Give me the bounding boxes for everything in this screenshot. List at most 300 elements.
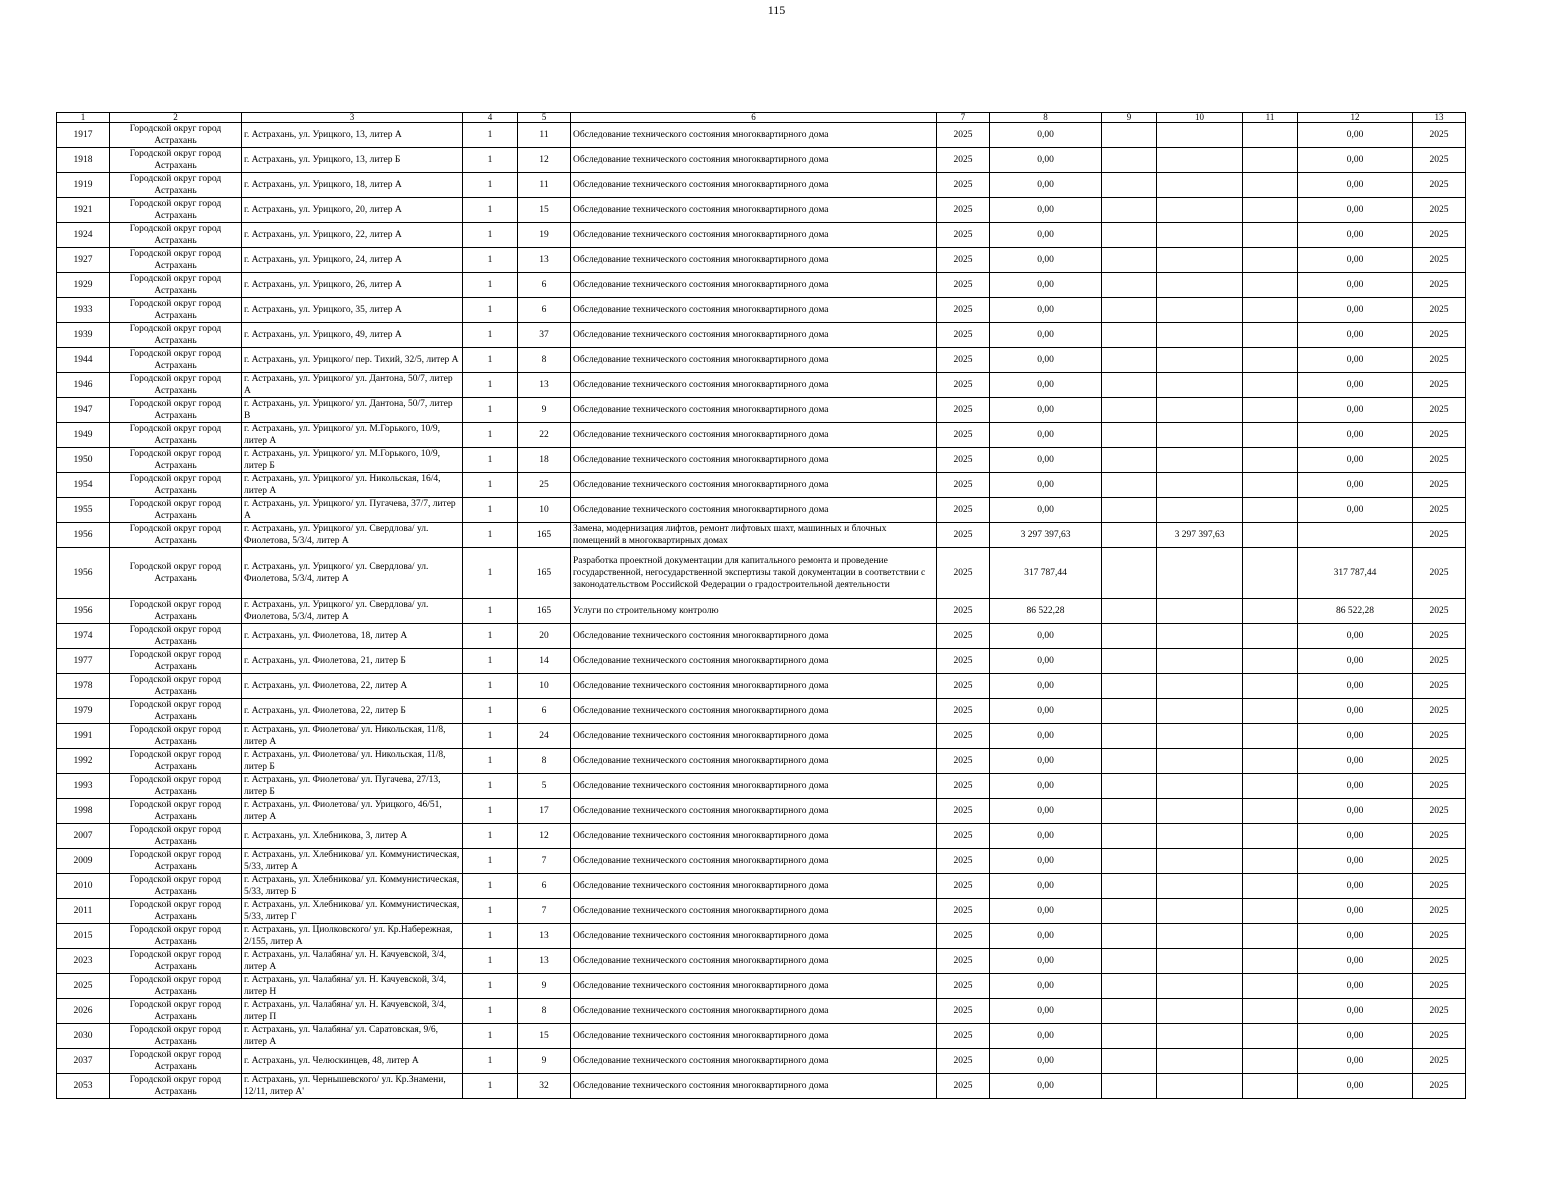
col10-amount-cell xyxy=(1157,599,1243,624)
col8-amount-cell: 0,00 xyxy=(990,899,1102,924)
col12-amount-cell: 0,00 xyxy=(1298,473,1413,498)
col8-amount-cell: 0,00 xyxy=(990,749,1102,774)
col7-year-cell: 2025 xyxy=(937,1074,990,1099)
col10-amount-cell xyxy=(1157,223,1243,248)
col11-cell xyxy=(1243,148,1298,173)
col7-year-cell: 2025 xyxy=(937,674,990,699)
work-type-cell: Обследование технического состояния многоквартирного дома xyxy=(571,498,937,523)
address-cell: г. Астрахань, ул. Урицкого, 13, литер А xyxy=(242,123,463,148)
work-type-cell: Обследование технического состояния многоквартирного дома xyxy=(571,298,937,323)
col4-cell: 1 xyxy=(463,674,518,699)
col5-cell: 10 xyxy=(518,674,571,699)
address-cell: г. Астрахань, ул. Чернышевского/ ул. Кр.Знамени, 12/11, литер А' xyxy=(242,1074,463,1099)
col9-cell xyxy=(1102,624,1157,649)
col7-year-cell: 2025 xyxy=(937,824,990,849)
repair-program-table xyxy=(56,112,1466,1099)
col11-cell xyxy=(1243,874,1298,899)
col12-amount-cell: 0,00 xyxy=(1298,674,1413,699)
col8-amount-cell: 0,00 xyxy=(990,448,1102,473)
address-cell: г. Астрахань, ул. Урицкого, 22, литер А xyxy=(242,223,463,248)
col5-cell: 6 xyxy=(518,298,571,323)
col7-year-cell: 2025 xyxy=(937,899,990,924)
municipality-cell: Городской округ город Астрахань xyxy=(110,423,242,448)
col9-cell xyxy=(1102,999,1157,1024)
col11-cell xyxy=(1243,398,1298,423)
col11-cell xyxy=(1243,649,1298,674)
row-id-cell: 1927 xyxy=(57,248,110,273)
table-row xyxy=(57,223,1466,248)
row-id-cell: 2015 xyxy=(57,924,110,949)
col12-amount-cell: 0,00 xyxy=(1298,173,1413,198)
table-row xyxy=(57,924,1466,949)
col4-cell: 1 xyxy=(463,273,518,298)
col7-year-cell: 2025 xyxy=(937,849,990,874)
col12-amount-cell: 0,00 xyxy=(1298,1024,1413,1049)
col10-amount-cell xyxy=(1157,1074,1243,1099)
col10-amount-cell xyxy=(1157,373,1243,398)
col11-cell xyxy=(1243,924,1298,949)
table-row xyxy=(57,824,1466,849)
col13-year-cell: 2025 xyxy=(1413,849,1466,874)
col13-year-cell: 2025 xyxy=(1413,624,1466,649)
col7-year-cell: 2025 xyxy=(937,1049,990,1074)
col11-cell xyxy=(1243,949,1298,974)
col12-amount-cell: 0,00 xyxy=(1298,323,1413,348)
address-cell: г. Астрахань, ул. Чалабяна/ ул. Н. Качуевской, 3/4, литер Н xyxy=(242,974,463,999)
col12-amount-cell: 0,00 xyxy=(1298,999,1413,1024)
col5-cell: 5 xyxy=(518,774,571,799)
municipality-cell: Городской округ город Астрахань xyxy=(110,649,242,674)
col9-cell xyxy=(1102,1074,1157,1099)
col10-amount-cell xyxy=(1157,473,1243,498)
col7-year-cell: 2025 xyxy=(937,123,990,148)
municipality-cell: Городской округ город Астрахань xyxy=(110,874,242,899)
col4-cell: 1 xyxy=(463,799,518,824)
col12-amount-cell: 0,00 xyxy=(1298,373,1413,398)
col12-amount-cell: 0,00 xyxy=(1298,498,1413,523)
col9-cell xyxy=(1102,473,1157,498)
col9-cell xyxy=(1102,273,1157,298)
col9-cell xyxy=(1102,724,1157,749)
address-cell: г. Астрахань, ул. Хлебникова/ ул. Коммунистическая, 5/33, литер Б xyxy=(242,874,463,899)
col11-cell xyxy=(1243,799,1298,824)
col5-cell: 19 xyxy=(518,223,571,248)
col11-cell xyxy=(1243,248,1298,273)
work-type-cell: Замена, модернизация лифтов, ремонт лифтовых шахт, машинных и блочных помещений в многоквартирных домах xyxy=(571,523,937,548)
table-row xyxy=(57,148,1466,173)
work-type-cell: Обследование технического состояния многоквартирного дома xyxy=(571,849,937,874)
column-number: 10 xyxy=(1157,113,1243,123)
col5-cell: 37 xyxy=(518,323,571,348)
table-row xyxy=(57,198,1466,223)
col8-amount-cell: 0,00 xyxy=(990,273,1102,298)
col11-cell xyxy=(1243,348,1298,373)
col4-cell: 1 xyxy=(463,523,518,548)
col4-cell: 1 xyxy=(463,699,518,724)
col10-amount-cell: 3 297 397,63 xyxy=(1157,523,1243,548)
col9-cell xyxy=(1102,799,1157,824)
municipality-cell: Городской округ город Астрахань xyxy=(110,674,242,699)
col5-cell: 9 xyxy=(518,974,571,999)
row-id-cell: 1954 xyxy=(57,473,110,498)
col7-year-cell: 2025 xyxy=(937,799,990,824)
table-row xyxy=(57,173,1466,198)
col13-year-cell: 2025 xyxy=(1413,473,1466,498)
col11-cell xyxy=(1243,373,1298,398)
col11-cell xyxy=(1243,548,1298,599)
row-id-cell: 2037 xyxy=(57,1049,110,1074)
table-row xyxy=(57,323,1466,348)
column-number: 11 xyxy=(1243,113,1298,123)
col7-year-cell: 2025 xyxy=(937,298,990,323)
col5-cell: 15 xyxy=(518,198,571,223)
municipality-cell: Городской округ город Астрахань xyxy=(110,774,242,799)
work-type-cell: Обследование технического состояния многоквартирного дома xyxy=(571,674,937,699)
col8-amount-cell: 86 522,28 xyxy=(990,599,1102,624)
col11-cell xyxy=(1243,849,1298,874)
work-type-cell: Обследование технического состояния многоквартирного дома xyxy=(571,273,937,298)
col5-cell: 24 xyxy=(518,724,571,749)
col11-cell xyxy=(1243,1024,1298,1049)
col12-amount-cell: 0,00 xyxy=(1298,824,1413,849)
col5-cell: 6 xyxy=(518,699,571,724)
col7-year-cell: 2025 xyxy=(937,373,990,398)
col10-amount-cell xyxy=(1157,924,1243,949)
col11-cell xyxy=(1243,173,1298,198)
col13-year-cell: 2025 xyxy=(1413,774,1466,799)
work-type-cell: Обследование технического состояния многоквартирного дома xyxy=(571,824,937,849)
work-type-cell: Обследование технического состояния многоквартирного дома xyxy=(571,899,937,924)
col5-cell: 8 xyxy=(518,348,571,373)
municipality-cell: Городской округ город Астрахань xyxy=(110,999,242,1024)
row-id-cell: 1979 xyxy=(57,699,110,724)
column-number: 2 xyxy=(110,113,242,123)
col5-cell: 8 xyxy=(518,999,571,1024)
table-body xyxy=(57,113,1466,1099)
address-cell: г. Астрахань, ул. Фиолетова/ ул. Пугачева, 27/13, литер Б xyxy=(242,774,463,799)
col8-amount-cell: 0,00 xyxy=(990,473,1102,498)
col8-amount-cell: 0,00 xyxy=(990,674,1102,699)
col10-amount-cell xyxy=(1157,1024,1243,1049)
row-id-cell: 1949 xyxy=(57,423,110,448)
col11-cell xyxy=(1243,749,1298,774)
municipality-cell: Городской округ город Астрахань xyxy=(110,799,242,824)
municipality-cell: Городской округ город Астрахань xyxy=(110,173,242,198)
col13-year-cell: 2025 xyxy=(1413,1024,1466,1049)
municipality-cell: Городской округ город Астрахань xyxy=(110,273,242,298)
col10-amount-cell xyxy=(1157,548,1243,599)
table-row xyxy=(57,448,1466,473)
col13-year-cell: 2025 xyxy=(1413,423,1466,448)
col8-amount-cell: 0,00 xyxy=(990,1049,1102,1074)
col7-year-cell: 2025 xyxy=(937,774,990,799)
col10-amount-cell xyxy=(1157,273,1243,298)
col8-amount-cell: 0,00 xyxy=(990,248,1102,273)
row-id-cell: 1947 xyxy=(57,398,110,423)
col11-cell xyxy=(1243,498,1298,523)
row-id-cell: 1917 xyxy=(57,123,110,148)
col12-amount-cell: 0,00 xyxy=(1298,624,1413,649)
col4-cell: 1 xyxy=(463,899,518,924)
col10-amount-cell xyxy=(1157,298,1243,323)
col11-cell xyxy=(1243,198,1298,223)
col12-amount-cell: 0,00 xyxy=(1298,398,1413,423)
col8-amount-cell: 0,00 xyxy=(990,974,1102,999)
address-cell: г. Астрахань, ул. Урицкого/ ул. М.Горького, 10/9, литер Б xyxy=(242,448,463,473)
address-cell: г. Астрахань, ул. Урицкого, 26, литер А xyxy=(242,273,463,298)
table-row xyxy=(57,123,1466,148)
table-row xyxy=(57,749,1466,774)
col10-amount-cell xyxy=(1157,799,1243,824)
col12-amount-cell: 0,00 xyxy=(1298,1074,1413,1099)
table-row xyxy=(57,398,1466,423)
col12-amount-cell: 0,00 xyxy=(1298,924,1413,949)
col13-year-cell: 2025 xyxy=(1413,749,1466,774)
col13-year-cell: 2025 xyxy=(1413,148,1466,173)
col4-cell: 1 xyxy=(463,749,518,774)
col5-cell: 12 xyxy=(518,148,571,173)
col9-cell xyxy=(1102,123,1157,148)
col4-cell: 1 xyxy=(463,624,518,649)
col5-cell: 13 xyxy=(518,373,571,398)
municipality-cell: Городской округ город Астрахань xyxy=(110,899,242,924)
work-type-cell: Обследование технического состояния многоквартирного дома xyxy=(571,348,937,373)
col13-year-cell: 2025 xyxy=(1413,924,1466,949)
col11-cell xyxy=(1243,674,1298,699)
col13-year-cell: 2025 xyxy=(1413,674,1466,699)
col7-year-cell: 2025 xyxy=(937,273,990,298)
col9-cell xyxy=(1102,774,1157,799)
col5-cell: 165 xyxy=(518,548,571,599)
col8-amount-cell: 0,00 xyxy=(990,1074,1102,1099)
col11-cell xyxy=(1243,999,1298,1024)
col4-cell: 1 xyxy=(463,1024,518,1049)
col9-cell xyxy=(1102,649,1157,674)
col13-year-cell: 2025 xyxy=(1413,724,1466,749)
col12-amount-cell: 0,00 xyxy=(1298,198,1413,223)
col13-year-cell: 2025 xyxy=(1413,824,1466,849)
row-id-cell: 1956 xyxy=(57,523,110,548)
row-id-cell: 1933 xyxy=(57,298,110,323)
row-id-cell: 1978 xyxy=(57,674,110,699)
work-type-cell: Обследование технического состояния многоквартирного дома xyxy=(571,699,937,724)
col13-year-cell: 2025 xyxy=(1413,498,1466,523)
row-id-cell: 1991 xyxy=(57,724,110,749)
col10-amount-cell xyxy=(1157,398,1243,423)
col5-cell: 7 xyxy=(518,899,571,924)
col7-year-cell: 2025 xyxy=(937,173,990,198)
work-type-cell: Обследование технического состояния многоквартирного дома xyxy=(571,398,937,423)
col10-amount-cell xyxy=(1157,774,1243,799)
work-type-cell: Обследование технического состояния многоквартирного дома xyxy=(571,624,937,649)
col4-cell: 1 xyxy=(463,924,518,949)
col9-cell xyxy=(1102,974,1157,999)
table-row xyxy=(57,298,1466,323)
row-id-cell: 1956 xyxy=(57,599,110,624)
col5-cell: 7 xyxy=(518,849,571,874)
municipality-cell: Городской округ город Астрахань xyxy=(110,749,242,774)
col7-year-cell: 2025 xyxy=(937,1024,990,1049)
work-type-cell: Обследование технического состояния многоквартирного дома xyxy=(571,173,937,198)
row-id-cell: 1924 xyxy=(57,223,110,248)
col11-cell xyxy=(1243,223,1298,248)
col13-year-cell: 2025 xyxy=(1413,448,1466,473)
column-number: 7 xyxy=(937,113,990,123)
address-cell: г. Астрахань, ул. Урицкого/ ул. Пугачева, 37/7, литер А xyxy=(242,498,463,523)
col5-cell: 6 xyxy=(518,874,571,899)
col4-cell: 1 xyxy=(463,548,518,599)
col13-year-cell: 2025 xyxy=(1413,599,1466,624)
col7-year-cell: 2025 xyxy=(937,523,990,548)
col11-cell xyxy=(1243,599,1298,624)
work-type-cell: Обследование технического состояния многоквартирного дома xyxy=(571,1074,937,1099)
column-number: 3 xyxy=(242,113,463,123)
col10-amount-cell xyxy=(1157,699,1243,724)
col7-year-cell: 2025 xyxy=(937,724,990,749)
col8-amount-cell: 0,00 xyxy=(990,148,1102,173)
col4-cell: 1 xyxy=(463,599,518,624)
col10-amount-cell xyxy=(1157,999,1243,1024)
col13-year-cell: 2025 xyxy=(1413,323,1466,348)
col13-year-cell: 2025 xyxy=(1413,398,1466,423)
col9-cell xyxy=(1102,173,1157,198)
row-id-cell: 2025 xyxy=(57,974,110,999)
col4-cell: 1 xyxy=(463,423,518,448)
col12-amount-cell: 0,00 xyxy=(1298,649,1413,674)
row-id-cell: 1956 xyxy=(57,548,110,599)
col10-amount-cell xyxy=(1157,649,1243,674)
col13-year-cell: 2025 xyxy=(1413,974,1466,999)
col4-cell: 1 xyxy=(463,1049,518,1074)
col7-year-cell: 2025 xyxy=(937,348,990,373)
col7-year-cell: 2025 xyxy=(937,624,990,649)
col8-amount-cell: 0,00 xyxy=(990,724,1102,749)
col13-year-cell: 2025 xyxy=(1413,173,1466,198)
municipality-cell: Городской округ город Астрахань xyxy=(110,1074,242,1099)
municipality-cell: Городской округ город Астрахань xyxy=(110,949,242,974)
address-cell: г. Астрахань, ул. Циолковского/ ул. Кр.Набережная, 2/155, литер А xyxy=(242,924,463,949)
row-id-cell: 1946 xyxy=(57,373,110,398)
col8-amount-cell: 0,00 xyxy=(990,699,1102,724)
col10-amount-cell xyxy=(1157,749,1243,774)
row-id-cell: 1955 xyxy=(57,498,110,523)
col9-cell xyxy=(1102,599,1157,624)
col13-year-cell: 2025 xyxy=(1413,123,1466,148)
table-row xyxy=(57,548,1466,599)
row-id-cell: 2053 xyxy=(57,1074,110,1099)
col9-cell xyxy=(1102,423,1157,448)
col8-amount-cell: 0,00 xyxy=(990,373,1102,398)
municipality-cell: Городской округ город Астрахань xyxy=(110,123,242,148)
municipality-cell: Городской округ город Астрахань xyxy=(110,448,242,473)
row-id-cell: 2009 xyxy=(57,849,110,874)
municipality-cell: Городской округ город Астрахань xyxy=(110,548,242,599)
col10-amount-cell xyxy=(1157,348,1243,373)
col10-amount-cell xyxy=(1157,824,1243,849)
col11-cell xyxy=(1243,273,1298,298)
column-number-row xyxy=(57,113,1466,123)
col4-cell: 1 xyxy=(463,448,518,473)
table-row xyxy=(57,949,1466,974)
col8-amount-cell: 0,00 xyxy=(990,348,1102,373)
col9-cell xyxy=(1102,498,1157,523)
row-id-cell: 1939 xyxy=(57,323,110,348)
municipality-cell: Городской округ город Астрахань xyxy=(110,849,242,874)
col10-amount-cell xyxy=(1157,173,1243,198)
address-cell: г. Астрахань, ул. Урицкого/ ул. Свердлова/ ул. Фиолетова, 5/3/4, литер А xyxy=(242,548,463,599)
col4-cell: 1 xyxy=(463,173,518,198)
col13-year-cell: 2025 xyxy=(1413,649,1466,674)
table-row xyxy=(57,423,1466,448)
col11-cell xyxy=(1243,774,1298,799)
col12-amount-cell: 0,00 xyxy=(1298,348,1413,373)
col10-amount-cell xyxy=(1157,1049,1243,1074)
col13-year-cell: 2025 xyxy=(1413,899,1466,924)
col7-year-cell: 2025 xyxy=(937,248,990,273)
row-id-cell: 1974 xyxy=(57,624,110,649)
col10-amount-cell xyxy=(1157,949,1243,974)
column-number: 9 xyxy=(1102,113,1157,123)
col5-cell: 12 xyxy=(518,824,571,849)
row-id-cell: 1998 xyxy=(57,799,110,824)
col5-cell: 6 xyxy=(518,273,571,298)
col8-amount-cell: 317 787,44 xyxy=(990,548,1102,599)
row-id-cell: 2007 xyxy=(57,824,110,849)
address-cell: г. Астрахань, ул. Хлебникова/ ул. Коммунистическая, 5/33, литер Г xyxy=(242,899,463,924)
table-row xyxy=(57,498,1466,523)
municipality-cell: Городской округ город Астрахань xyxy=(110,1024,242,1049)
row-id-cell: 1919 xyxy=(57,173,110,198)
address-cell: г. Астрахань, ул. Урицкого, 24, литер А xyxy=(242,248,463,273)
work-type-cell: Обследование технического состояния многоквартирного дома xyxy=(571,123,937,148)
table-row xyxy=(57,473,1466,498)
row-id-cell: 1944 xyxy=(57,348,110,373)
col8-amount-cell: 0,00 xyxy=(990,774,1102,799)
municipality-cell: Городской округ город Астрахань xyxy=(110,198,242,223)
col9-cell xyxy=(1102,749,1157,774)
col5-cell: 13 xyxy=(518,924,571,949)
col7-year-cell: 2025 xyxy=(937,448,990,473)
address-cell: г. Астрахань, ул. Фиолетова, 21, литер Б xyxy=(242,649,463,674)
column-number: 13 xyxy=(1413,113,1466,123)
work-type-cell: Обследование технического состояния многоквартирного дома xyxy=(571,874,937,899)
col11-cell xyxy=(1243,423,1298,448)
column-number: 6 xyxy=(571,113,937,123)
col5-cell: 11 xyxy=(518,173,571,198)
column-number: 1 xyxy=(57,113,110,123)
row-id-cell: 1921 xyxy=(57,198,110,223)
col8-amount-cell: 0,00 xyxy=(990,824,1102,849)
col7-year-cell: 2025 xyxy=(937,949,990,974)
address-cell: г. Астрахань, ул. Урицкого, 35, литер А xyxy=(242,298,463,323)
table-row xyxy=(57,273,1466,298)
col10-amount-cell xyxy=(1157,423,1243,448)
municipality-cell: Городской округ город Астрахань xyxy=(110,248,242,273)
address-cell: г. Астрахань, ул. Урицкого, 20, литер А xyxy=(242,198,463,223)
col13-year-cell: 2025 xyxy=(1413,523,1466,548)
col9-cell xyxy=(1102,223,1157,248)
col11-cell xyxy=(1243,1074,1298,1099)
col7-year-cell: 2025 xyxy=(937,924,990,949)
table-row xyxy=(57,699,1466,724)
work-type-cell: Обследование технического состояния многоквартирного дома xyxy=(571,649,937,674)
col9-cell xyxy=(1102,874,1157,899)
col9-cell xyxy=(1102,298,1157,323)
col4-cell: 1 xyxy=(463,323,518,348)
col7-year-cell: 2025 xyxy=(937,398,990,423)
col13-year-cell: 2025 xyxy=(1413,799,1466,824)
municipality-cell: Городской округ город Астрахань xyxy=(110,1049,242,1074)
